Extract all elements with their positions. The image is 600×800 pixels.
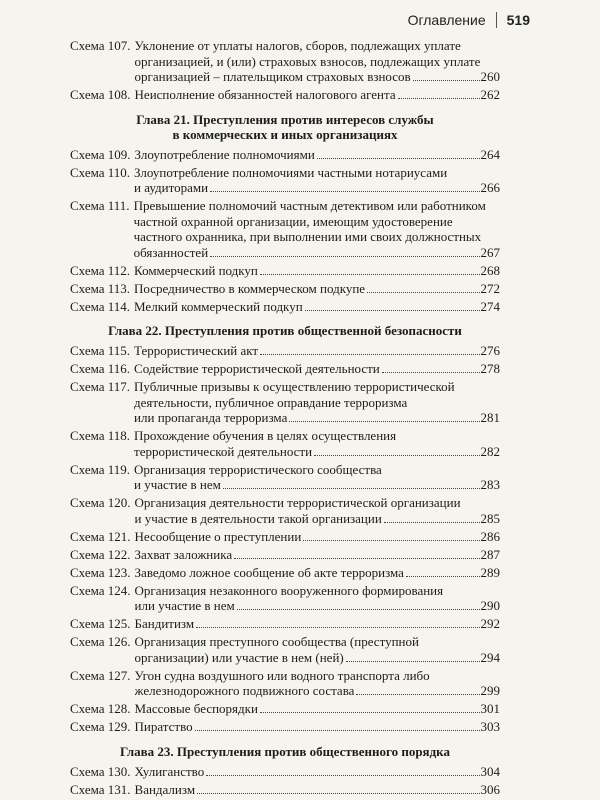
scheme-label: Схема 122. [70, 546, 131, 562]
chapter-heading-line: в коммерческих и иных организациях [172, 126, 398, 142]
toc-entry[interactable] [70, 147, 500, 163]
scheme-label: Схема 121. [70, 528, 131, 544]
entry-title [135, 668, 500, 699]
toc-entry[interactable] [70, 529, 500, 545]
scheme-label: Схема 129. [70, 719, 131, 734]
entry-title [134, 281, 500, 297]
entry-last-line [135, 701, 500, 717]
entry-title-line: и аудиторами [134, 180, 209, 195]
scheme-label: Схема 117. [70, 379, 131, 394]
entry-last-line [134, 410, 500, 426]
entry-title [134, 263, 500, 279]
entry-title [135, 719, 500, 735]
entry-title [134, 165, 500, 196]
entry-title-line: Массовые беспорядки [134, 701, 258, 716]
chapter-heading-line: Глава 23. Преступления против общественного порядка [120, 743, 450, 759]
entry-page-number: 260 [480, 69, 500, 84]
dot-leader [367, 292, 479, 293]
entry-last-line [135, 719, 500, 735]
dot-leader [260, 354, 479, 355]
toc-entry[interactable] [70, 583, 500, 614]
chapter-heading [70, 744, 500, 759]
entry-title-line: Террористический акт [134, 343, 259, 358]
dot-leader [356, 694, 479, 695]
entry-last-line [135, 764, 500, 780]
toc-entry[interactable] [70, 428, 500, 459]
dot-leader [305, 310, 480, 311]
toc-entry[interactable] [70, 719, 500, 735]
entry-last-line [135, 650, 500, 666]
toc-entry[interactable] [70, 668, 500, 699]
entry-title-line: Несообщение о преступлении [134, 528, 302, 544]
entry-title-line: Уклонение от уплаты налогов, сборов, подлежащих уплате [134, 38, 461, 53]
dot-leader [303, 540, 479, 541]
entry-page-number: 303 [480, 719, 500, 734]
dot-leader [406, 576, 480, 577]
entry-title-line: Организация террористического сообщества [134, 461, 382, 477]
dot-leader [210, 191, 479, 192]
entry-last-line [135, 511, 500, 527]
entry-page-number: 264 [480, 146, 500, 162]
chapter-heading-line: Глава 22. Преступления против общественной безопасности [108, 323, 462, 338]
entry-title [134, 361, 500, 377]
toc-entry[interactable] [70, 547, 500, 563]
entry-page-number: 266 [480, 180, 500, 195]
scheme-label: Схема 131. [70, 781, 131, 797]
entry-title [135, 38, 500, 85]
entry-title-line: Содействие террористической деятельности [134, 361, 380, 376]
entry-page-number: 283 [480, 477, 500, 492]
chapter-heading [70, 323, 500, 338]
scheme-label: Схема 125. [70, 616, 131, 631]
entry-title-line: обязанностей [133, 244, 209, 260]
entry-last-line [135, 69, 500, 85]
entry-title [135, 764, 500, 780]
entry-page-number: 278 [480, 361, 500, 376]
entry-title-line: частной охранной организации, имеющим удостоверение [133, 213, 453, 229]
entry-title-line: Посредничество в коммерческом подкупе [134, 280, 366, 296]
toc-entry[interactable] [70, 782, 500, 798]
entry-page-number: 290 [480, 598, 500, 613]
entry-page-number: 285 [480, 510, 500, 526]
entry-page-number: 299 [480, 683, 500, 698]
entry-page-number: 282 [480, 443, 500, 459]
dot-leader [195, 730, 480, 731]
scheme-label: Схема 115. [70, 343, 131, 358]
toc-entry[interactable] [70, 701, 500, 717]
entry-page-number: 268 [480, 262, 500, 278]
dot-leader [206, 775, 479, 776]
dot-leader [196, 627, 479, 628]
entry-last-line [135, 616, 500, 632]
entry-title [134, 379, 500, 426]
entry-title-line: Захват заложника [134, 546, 233, 562]
header-divider [496, 12, 497, 28]
entry-page-number: 274 [480, 298, 500, 314]
dot-leader [398, 98, 480, 99]
scheme-label: Схема 110. [70, 164, 131, 180]
entry-title [134, 428, 500, 459]
entry-last-line [135, 529, 500, 545]
scheme-label: Схема 130. [70, 763, 131, 779]
section-title: Оглавление [407, 12, 486, 28]
dot-leader [237, 609, 480, 610]
entry-last-line [134, 361, 500, 377]
entry-title-line: Организация деятельности террористической организации [134, 495, 461, 510]
entry-title-line: организации) или участие в нем (ней) [134, 649, 344, 665]
entry-title [135, 147, 500, 163]
toc-entry[interactable] [70, 38, 500, 85]
entry-title-line: организацией – плательщиком страховых взносов [134, 69, 411, 84]
entry-page-number: 301 [480, 701, 500, 716]
dot-leader [289, 421, 479, 422]
entry-title [135, 583, 500, 614]
chapter-heading [70, 112, 500, 142]
entry-title-line: Бандитизм [134, 616, 195, 631]
scheme-label: Схема 107. [70, 38, 131, 53]
toc-entry[interactable] [70, 764, 500, 780]
entry-title-line: Превышение полномочий частным детективом или работником [133, 198, 486, 213]
entry-last-line [134, 343, 500, 359]
entry-last-line [134, 444, 500, 460]
entry-page-number: 306 [480, 781, 500, 797]
entry-last-line [135, 547, 500, 563]
entry-title-line: Мелкий коммерческий подкуп [134, 298, 303, 314]
entry-title-line: Публичные призывы к осуществлению террористической [134, 379, 455, 394]
running-head [408, 12, 530, 28]
entry-page-number: 294 [480, 649, 500, 665]
entry-title [135, 87, 500, 103]
entry-title-line: Злоупотребление полномочиями частными нотариусами [134, 164, 448, 180]
entry-last-line [135, 683, 500, 699]
entry-last-line [134, 263, 500, 279]
table-of-contents [70, 38, 500, 800]
entry-title-line: Прохождение обучения в целях осуществления [134, 428, 397, 443]
scheme-label: Схема 123. [70, 564, 131, 580]
entry-title-line: Организация незаконного вооруженного формирования [134, 582, 444, 598]
scheme-label: Схема 111. [70, 198, 130, 213]
entry-title-line: организацией, и (или) страховых взносов, подлежащих уплате [134, 53, 481, 69]
entry-title-line: Организация преступного сообщества (преступной [134, 634, 419, 649]
toc-entry[interactable] [70, 165, 500, 196]
entry-title-line: частного охранника, при выполнении ими своих должностных [133, 229, 482, 244]
dot-leader [346, 661, 480, 662]
toc-entry[interactable] [70, 299, 500, 315]
entry-last-line [135, 147, 500, 163]
toc-entry[interactable] [70, 565, 500, 581]
dot-leader [223, 488, 480, 489]
entry-last-line [134, 245, 500, 261]
scheme-label: Схема 120. [70, 495, 131, 510]
entry-title [135, 616, 500, 632]
dot-leader [384, 522, 480, 523]
scheme-label: Схема 109. [70, 146, 131, 162]
dot-leader [210, 256, 479, 257]
entry-title-line: Хулиганство [134, 763, 205, 779]
entry-last-line [135, 565, 500, 581]
entry-title [135, 547, 500, 563]
dot-leader [317, 158, 480, 159]
entry-title [134, 343, 500, 359]
entry-last-line [134, 477, 500, 493]
entry-page-number: 262 [480, 87, 500, 102]
scheme-label: Схема 119. [70, 461, 131, 477]
scheme-label: Схема 116. [70, 361, 131, 376]
entry-last-line [135, 87, 500, 103]
dot-leader [234, 558, 479, 559]
toc-entry[interactable] [70, 634, 500, 665]
entry-page-number: 292 [480, 616, 500, 631]
entry-title [134, 299, 500, 315]
entry-title-line: и участие в деятельности такой организации [134, 510, 382, 526]
entry-last-line [135, 598, 500, 614]
entry-title [135, 495, 500, 526]
toc-entry[interactable] [70, 281, 500, 297]
entry-title-line: Коммерческий подкуп [134, 262, 258, 278]
toc-entry[interactable] [70, 263, 500, 279]
entry-title-line: или пропаганда терроризма [134, 410, 288, 425]
scheme-label: Схема 113. [70, 280, 131, 296]
toc-entry[interactable] [70, 343, 500, 359]
entry-title [134, 462, 500, 493]
entry-title-line: Вандализм [134, 781, 196, 797]
scheme-label: Схема 118. [70, 428, 131, 443]
scheme-label: Схема 124. [70, 582, 131, 598]
entry-page-number: 267 [480, 244, 500, 260]
entry-last-line [134, 180, 500, 196]
entry-last-line [134, 281, 500, 297]
entry-title-line: или участие в нем [134, 598, 235, 613]
entry-page-number: 289 [480, 564, 500, 580]
entry-page-number: 287 [480, 546, 500, 562]
chapter-heading-line: Глава 21. Преступления против интересов службы [136, 111, 434, 127]
entry-title-line: Пиратство [134, 719, 193, 734]
toc-entry[interactable] [70, 462, 500, 493]
scheme-label: Схема 112. [70, 262, 131, 278]
entry-page-number: 281 [480, 410, 500, 425]
dot-leader [260, 712, 480, 713]
scheme-label: Схема 114. [70, 298, 131, 314]
entry-title [134, 198, 500, 260]
entry-page-number: 304 [480, 763, 500, 779]
toc-entry[interactable] [70, 616, 500, 632]
entry-title-line: Злоупотребление полномочиями [134, 146, 315, 162]
entry-title [135, 782, 500, 798]
entry-title-line: Угон судна воздушного или водного транспорта либо [134, 667, 430, 683]
scheme-label: Схема 128. [70, 701, 131, 716]
entry-last-line [135, 782, 500, 798]
entry-last-line [134, 299, 500, 315]
dot-leader [413, 80, 480, 81]
toc-entry[interactable] [70, 495, 500, 526]
entry-page-number: 286 [480, 528, 500, 544]
entry-title-line: террористической деятельности [134, 443, 313, 459]
entry-title-line: и участие в нем [134, 477, 221, 492]
toc-entry[interactable] [70, 361, 500, 377]
toc-entry[interactable] [70, 198, 500, 260]
entry-title-line: деятельности, публичное оправдание терроризма [134, 394, 408, 410]
entry-title [135, 634, 500, 665]
scheme-label: Схема 127. [70, 667, 131, 683]
entry-title-line: железнодорожного подвижного состава [134, 683, 355, 698]
scheme-label: Схема 108. [70, 87, 131, 102]
dot-leader [260, 274, 480, 275]
entry-title-line: Заведомо ложное сообщение об акте терроризма [134, 564, 404, 580]
entry-title [135, 529, 500, 545]
entry-title [135, 701, 500, 717]
entry-page-number: 276 [480, 343, 500, 358]
entry-page-number: 272 [480, 280, 500, 296]
toc-entry[interactable] [70, 379, 500, 426]
scheme-label: Схема 126. [70, 634, 131, 649]
entry-title [135, 565, 500, 581]
dot-leader [197, 793, 479, 794]
dot-leader [314, 455, 479, 456]
toc-entry[interactable] [70, 87, 500, 103]
dot-leader [382, 372, 480, 373]
entry-title-line: Неисполнение обязанностей налогового агента [134, 87, 396, 102]
page-number: 519 [506, 12, 530, 28]
